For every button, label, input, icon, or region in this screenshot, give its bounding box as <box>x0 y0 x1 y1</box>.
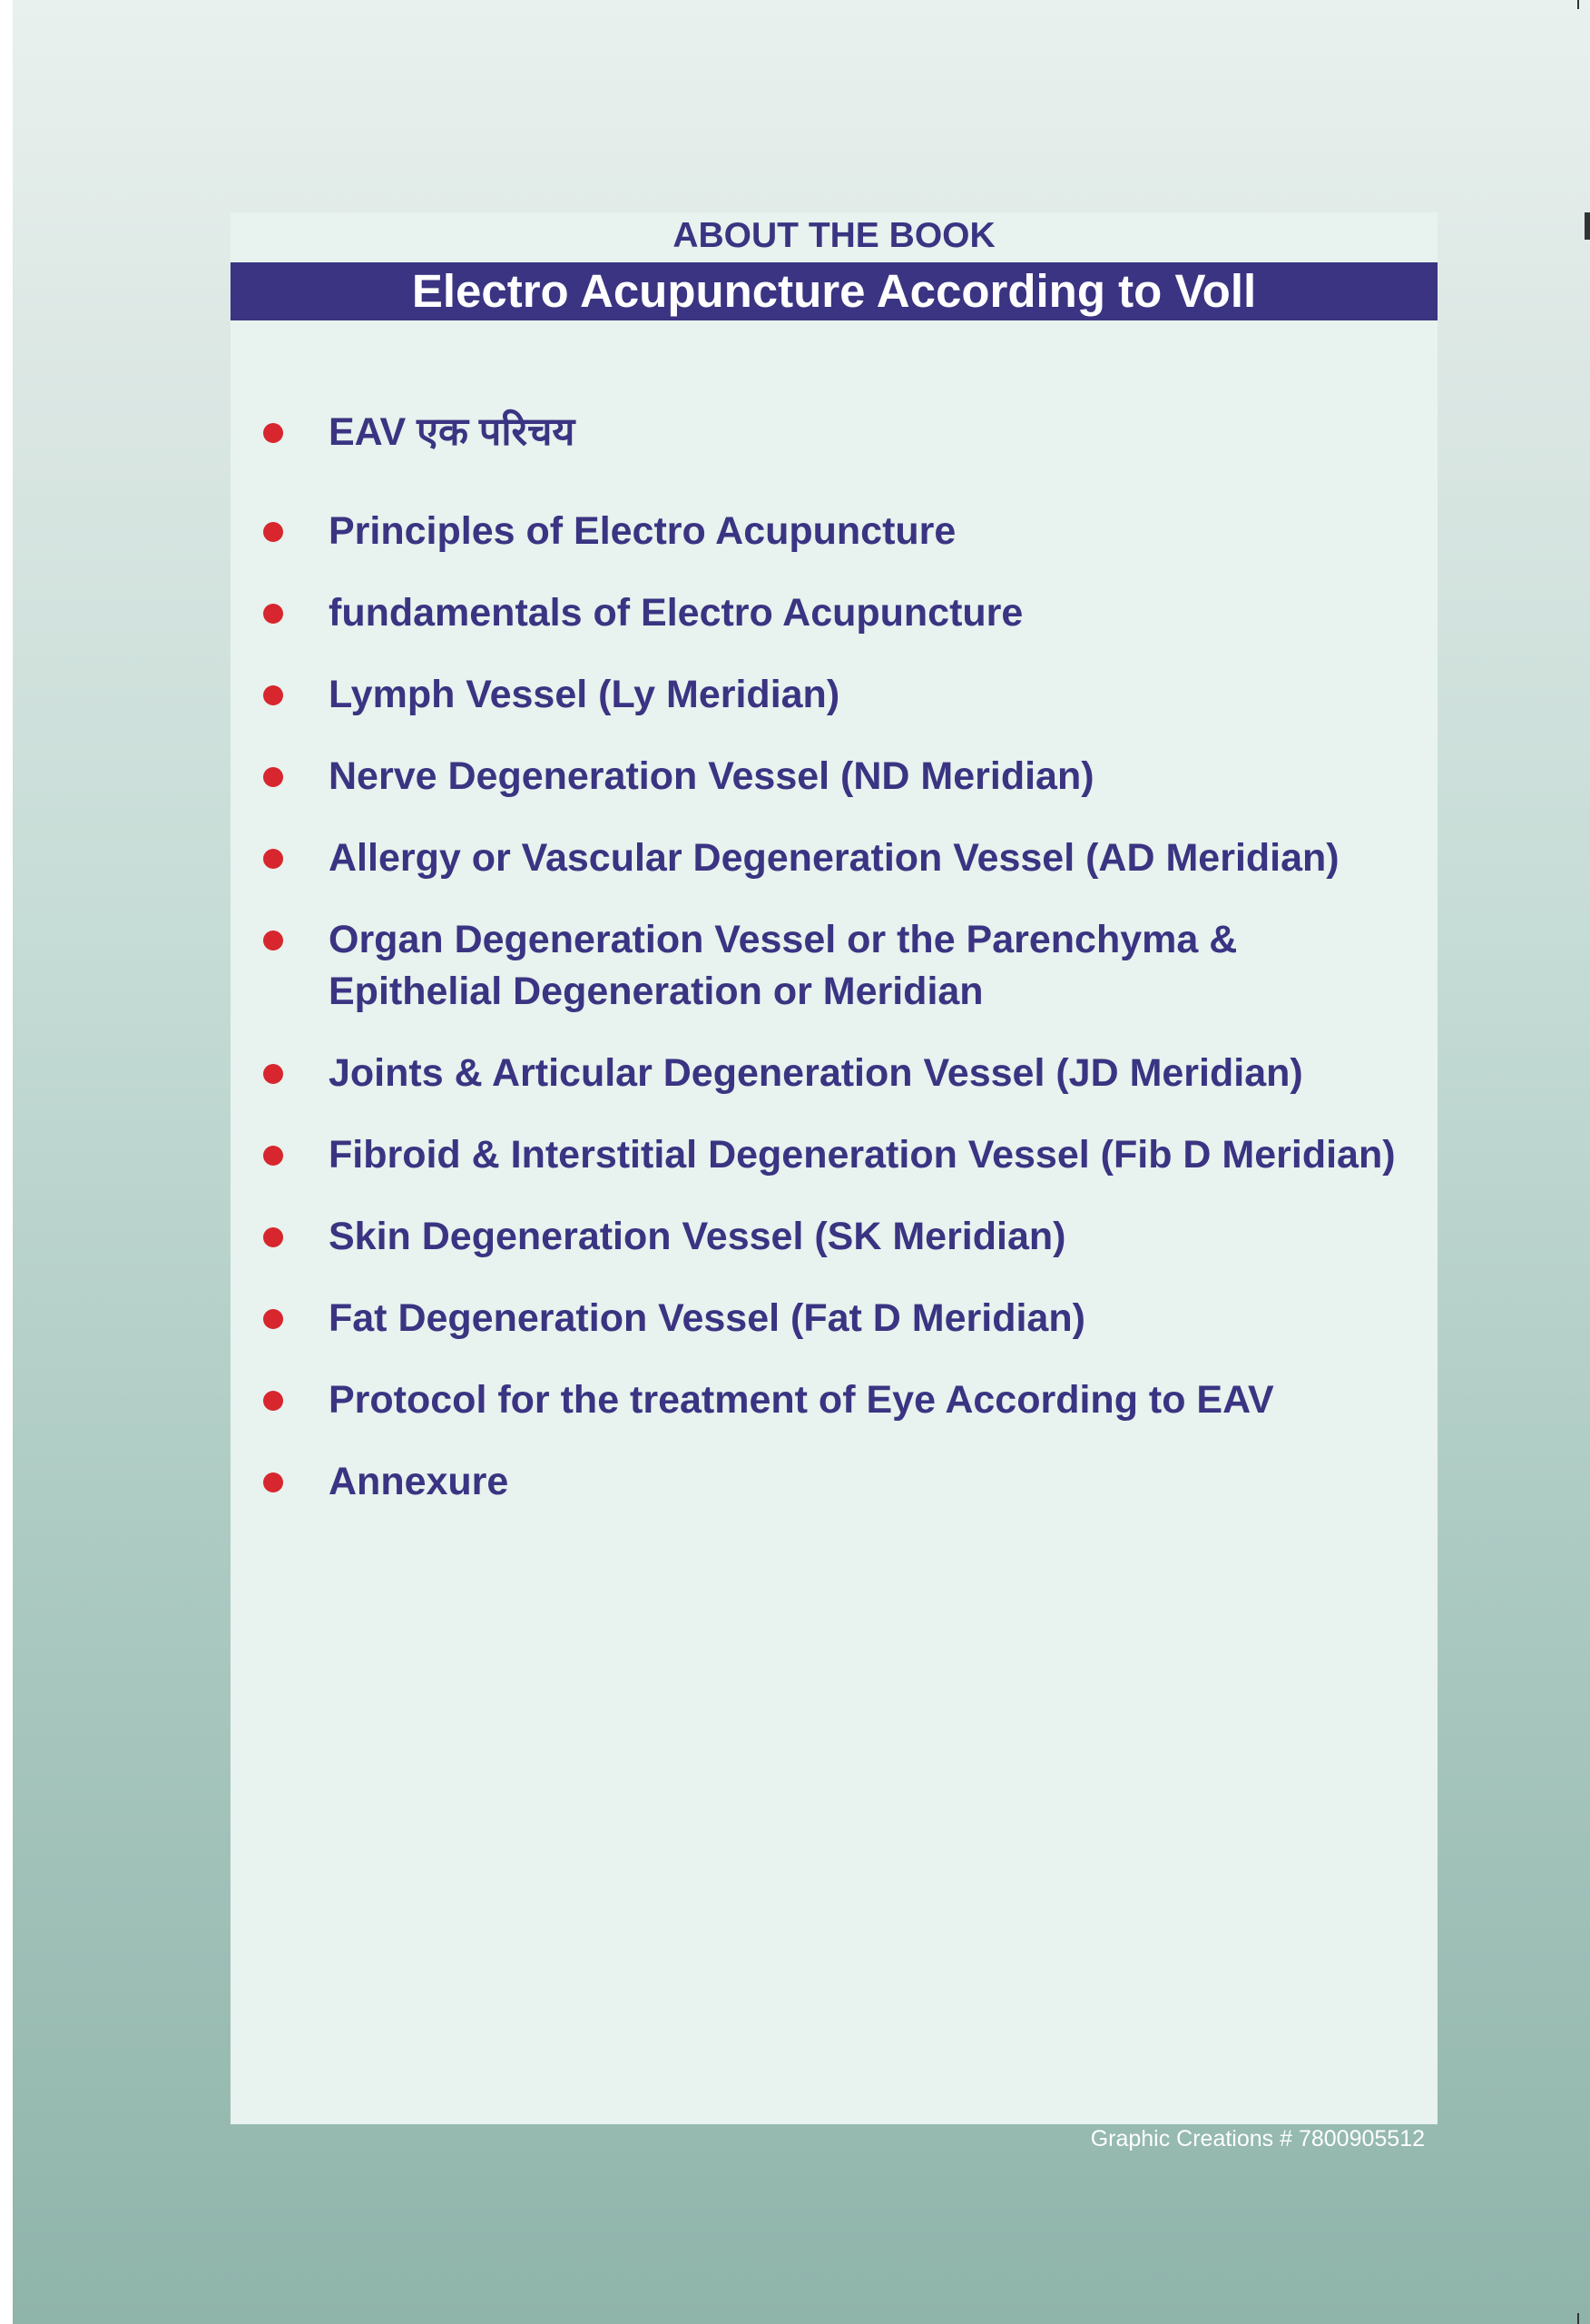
about-panel <box>231 212 1438 2124</box>
contents-list <box>231 407 1438 1538</box>
list-item-label: Lymph Vessel (Ly Meridian) <box>329 673 840 716</box>
bullet-icon <box>263 1064 283 1084</box>
bullet-icon <box>263 1472 283 1492</box>
back-cover <box>13 0 1590 2324</box>
trim-mark-bottom <box>1577 2313 1579 2324</box>
title-banner <box>231 262 1438 320</box>
trim-mark-top <box>1577 0 1579 9</box>
bullet-icon <box>263 849 283 869</box>
list-item-label: Organ Degeneration Vessel or the Parenchyma & Epithelial Degeneration or Meridian <box>329 918 1238 1013</box>
list-item-label: Skin Degeneration Vessel (SK Meridian) <box>329 1215 1066 1258</box>
bullet-icon <box>263 604 283 624</box>
list-item <box>231 506 1438 557</box>
bullet-icon <box>263 423 283 443</box>
bullet-icon <box>263 767 283 787</box>
bullet-icon <box>263 1146 283 1166</box>
bullet-icon <box>263 1391 283 1411</box>
list-item <box>231 1456 1438 1508</box>
bullet-icon <box>263 1309 283 1329</box>
list-item-label: Allergy or Vascular Degeneration Vessel (AD Meridian) <box>329 836 1340 880</box>
list-item-label: Protocol for the treatment of Eye According to EAV <box>329 1378 1274 1422</box>
bullet-icon <box>263 522 283 542</box>
book-title: Electro Acupuncture According to Voll <box>411 265 1257 317</box>
printer-credit: Graphic Creations # 7800905512 <box>1090 2126 1425 2152</box>
list-item <box>231 832 1438 884</box>
list-item-label: Fibroid & Interstitial Degeneration Vessel (Fib D Meridian) <box>329 1133 1396 1177</box>
section-kicker: ABOUT THE BOOK <box>672 216 996 255</box>
list-item <box>231 407 1438 458</box>
list-item-label: Annexure <box>329 1460 509 1503</box>
list-item <box>231 1293 1438 1344</box>
list-item <box>231 751 1438 803</box>
list-item <box>231 669 1438 721</box>
bullet-icon <box>263 1227 283 1247</box>
list-item <box>231 1048 1438 1099</box>
trim-mark-right <box>1585 212 1590 240</box>
list-item-label: Nerve Degeneration Vessel (ND Meridian) <box>329 754 1094 798</box>
list-item-label: Fat Degeneration Vessel (Fat D Meridian) <box>329 1296 1085 1340</box>
bullet-icon <box>263 931 283 950</box>
list-item <box>231 914 1438 1018</box>
list-item <box>231 1374 1438 1426</box>
bullet-icon <box>263 685 283 705</box>
list-item-label: Principles of Electro Acupuncture <box>329 509 957 553</box>
list-item <box>231 1129 1438 1181</box>
list-item <box>231 587 1438 639</box>
list-item-label: fundamentals of Electro Acupuncture <box>329 591 1024 635</box>
list-item-label: EAV एक परिचय <box>329 410 575 454</box>
list-item <box>231 1211 1438 1263</box>
list-item-label: Joints & Articular Degeneration Vessel (JD Meridian) <box>329 1051 1303 1095</box>
